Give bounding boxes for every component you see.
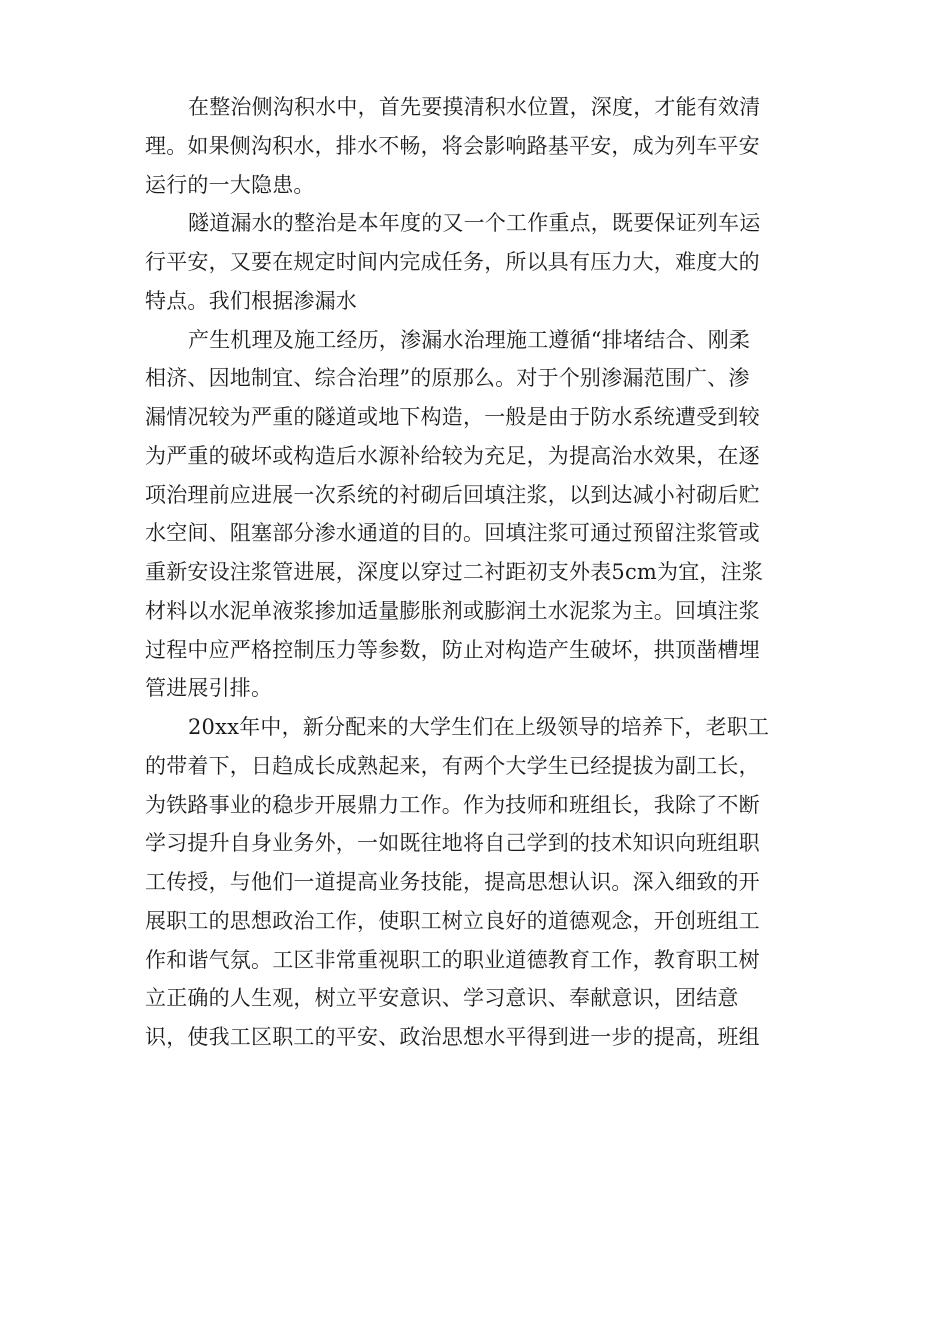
paragraph-3-line-2: 相济、因地制宜、综合治理”的原那么。对于个别渗漏范围广、渗 [145,366,750,391]
paragraph-4-line-9: 识，使我工区职工的平安、政治思想水平得到进一步的提高，班组 [145,1025,760,1049]
paragraph-3-line-9: 过程中应严格控制压力等参数，防止对构造产生破坏，拱顶凿槽埋 [145,637,760,662]
paragraph-3-line-10: 管进展引排。 [145,676,273,701]
document-body [145,88,805,1057]
paragraph-2-line-2: 行平安，又要在规定时间内完成任务，所以具有压力大，难度大的 [145,250,760,274]
paragraph-4-line-3: 为铁路事业的稳步开展鼎力工作。作为技师和班组长，我除了不断 [145,792,760,817]
paragraph-3-line-7: 重新安设注浆管进展，深度以穿过二衬距初支外表5cm为宜，注浆 [145,560,764,584]
paragraph-3-line-1: 产生机理及施工经历，渗漏水治理施工遵循“排堵结合、刚柔 [188,327,751,352]
paragraph-4-line-6: 展职工的思想政治工作，使职工树立良好的道德观念，开创班组工 [145,908,760,933]
paragraph-4-line-2: 的带着下，日趋成长成熟起来，有两个大学生已经提拔为副工长， [145,753,760,778]
paragraph-1-line-3: 运行的一大隐患。 [145,172,315,197]
paragraph-1-line-2: 理。如果侧沟积水，排水不畅，将会影响路基平安，成为列车平安 [145,133,760,158]
paragraph-3-line-6: 水空间、阻塞部分渗水通道的目的。回填注浆可通过预留注浆管或 [145,521,760,546]
paragraph-4-line-5: 工传授，与他们一道提高业务技能，提高思想认识。深入细致的开 [145,870,760,894]
paragraph-4-line-1: 20xx年中，新分配来的大学生们在上级领导的培养下，老职工 [188,715,770,739]
paragraph-3-line-4: 为严重的破坏或构造后水源补给较为充足，为提高治水效果，在逐 [145,443,760,468]
paragraph-2-line-3: 特点。我们根据渗漏水 [145,288,357,313]
paragraph-4-line-7: 作和谐气氛。工区非常重视职工的职业道德教育工作，教育职工树 [145,947,760,972]
paragraph-4-line-8: 立正确的人生观，树立平安意识、学习意识、奉献意识，团结意 [145,986,739,1011]
paragraph-3-line-3: 漏情况较为严重的隧道或地下构造，一般是由于防水系统遭受到较 [145,405,760,429]
paragraph-1-line-1: 在整治侧沟积水中，首先要摸清积水位置，深度，才能有效清 [188,95,761,119]
paragraph-3-line-8: 材料以水泥单液浆掺加适量膨胀剂或膨润土水泥浆为主。回填注浆 [145,598,760,623]
paragraph-4-line-4: 学习提升自身业务外，一如既往地将自己学到的技术知识向班组职 [145,831,760,856]
paragraph-3-line-5: 项治理前应进展一次系统的衬砌后回填注浆，以到达减小衬砌后贮 [145,482,760,507]
paragraph-2-line-1: 隧道漏水的整治是本年度的又一个工作重点，既要保证列车运 [188,211,761,236]
